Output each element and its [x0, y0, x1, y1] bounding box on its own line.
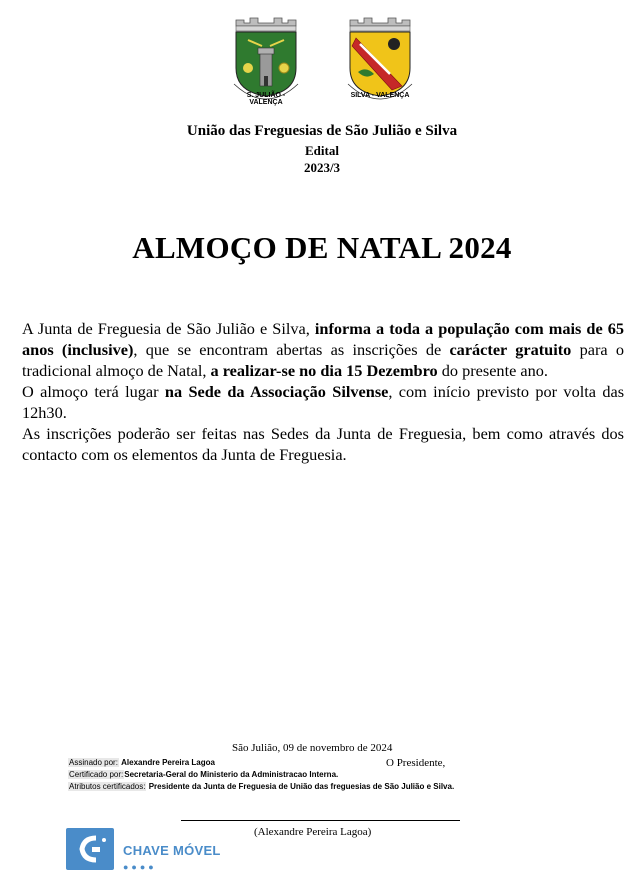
place-and-date: São Julião, 09 de novembro de 2024 [232, 742, 393, 754]
certified-by-row [68, 770, 338, 780]
right-crest-motto: SILVA - VALENÇA [350, 92, 410, 99]
document-type: Edital [305, 143, 339, 158]
announcement-body [22, 318, 624, 465]
text-run: para o tradicional almoço de Natal, [22, 340, 625, 380]
signed-by-row [68, 758, 215, 768]
document-number: 2023/3 [303, 160, 341, 175]
text-run: A Junta de Freguesia de São Julião e Silva, [22, 319, 315, 338]
certified-by-label: Certificado por: [69, 770, 124, 779]
text-run: O almoço terá lugar [22, 382, 165, 401]
attributes-label: Atributos certificados: [69, 782, 146, 791]
attributes-value: Presidente da Junta de Freguesia de União das freguesias de São Julião e Silva. [148, 782, 455, 791]
text-run-bold: informa a toda a população com mais de 65 anos (inclusive) [22, 319, 625, 359]
chave-movel-label: CHAVE MÓVEL [123, 843, 221, 858]
signatory-role: O Presidente, [386, 757, 446, 769]
certified-attributes-row [68, 782, 454, 792]
announcement-title: ALMOÇO DE NATAL 2024 [132, 230, 512, 265]
paragraph-venue [22, 381, 624, 423]
text-run-bold: a realizar-se no dia 15 Dezembro [210, 361, 438, 380]
text-run-bold: na Sede da Associação Silvense [164, 382, 389, 401]
text-run: , que se encontram abertas as inscrições de [133, 340, 450, 359]
organization-name: União das Freguesias de São Julião e Silva [186, 123, 458, 139]
paragraph-how-to-register [22, 423, 624, 465]
text-run: , com início previsto por volta das 12h30. [22, 382, 625, 422]
text-run: As inscrições poderão ser feitas nas Sedes da Junta de Freguesia, bem como através dos contacto com os elementos da Junta de Freguesia. [22, 424, 624, 464]
chave-movel-icon [66, 828, 114, 870]
signatory-printed-name: (Alexandre Pereira Lagoa) [254, 826, 372, 838]
certified-by-value: Secretaria-Geral do Ministerio da Administracao Interna. [124, 770, 339, 779]
signed-by-value: Alexandre Pereira Lagoa [121, 758, 215, 767]
signed-by-label: Assinado por: [69, 758, 118, 767]
paragraph-registration [22, 318, 624, 381]
signature-line [181, 820, 460, 821]
left-crest-motto: S. JULIÃO - VALENÇA [246, 92, 286, 106]
text-run: do presente ano. [437, 361, 548, 380]
text-run-bold: carácter gratuito [449, 340, 572, 359]
chave-movel-dots: ●●●● [123, 862, 157, 872]
